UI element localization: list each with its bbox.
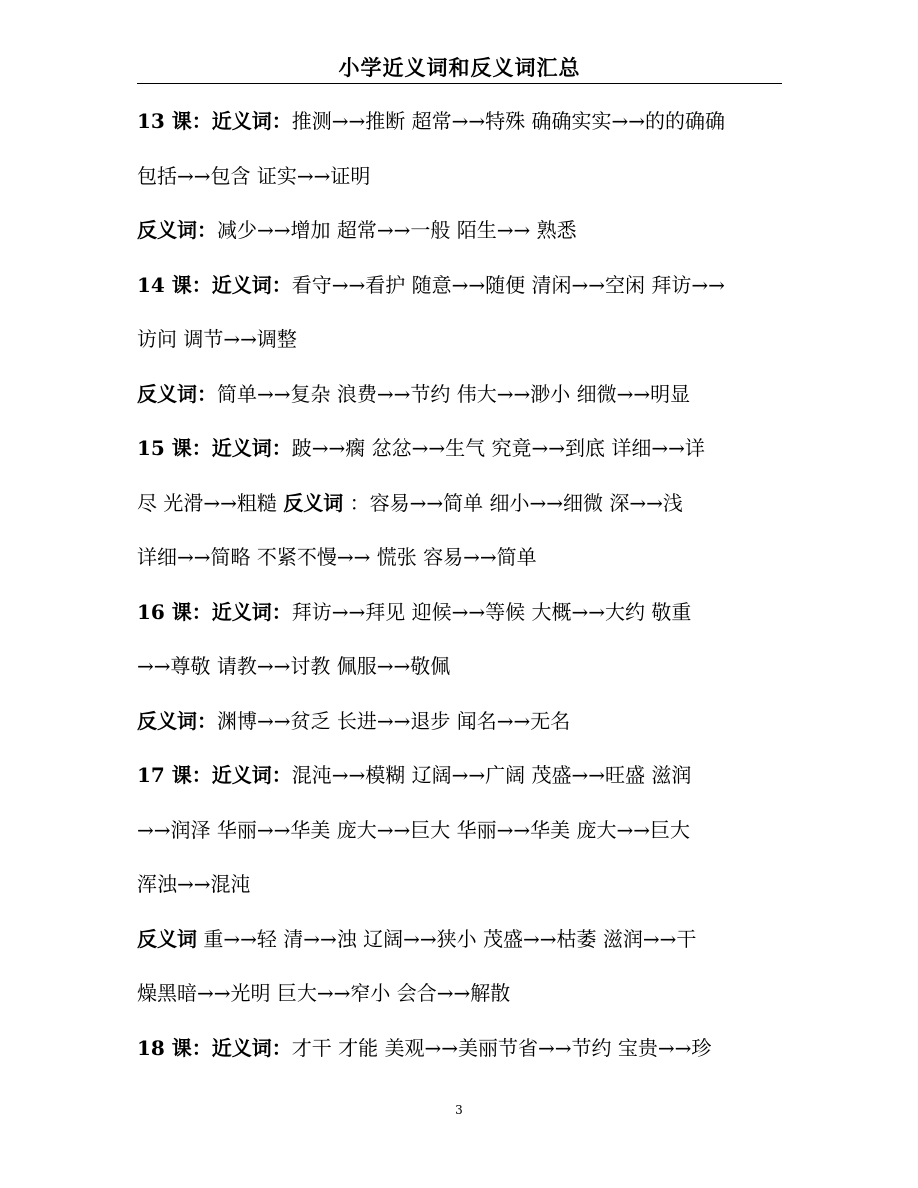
line-label: 14 课：近义词： bbox=[137, 272, 292, 297]
text-line bbox=[137, 211, 785, 266]
text-line bbox=[137, 593, 785, 648]
line-text: 减少→→增加 超常→→一般 陌生→→ 熟悉 bbox=[217, 218, 577, 242]
line-text: ：容易→→简单 细小→→细微 深→→浅 bbox=[343, 490, 683, 515]
text-line bbox=[137, 865, 785, 920]
line-label: 18 课：近义词： bbox=[137, 1035, 292, 1060]
line-label: 17 课：近义词： bbox=[137, 763, 292, 787]
text-line bbox=[137, 484, 785, 539]
line-text: 看守→→看护 随意→→随便 清闲→→空闲 拜访→→ bbox=[291, 272, 725, 297]
line-label: 反义词： bbox=[137, 708, 217, 733]
text-line bbox=[137, 157, 785, 212]
line-label: 反义词： bbox=[137, 381, 217, 406]
line-text: 燥黑暗→→光明 巨大→→窄小 会合→→解散 bbox=[137, 981, 511, 1005]
text-line bbox=[137, 266, 785, 321]
text-line bbox=[137, 538, 785, 593]
header-rule bbox=[137, 83, 782, 84]
line-text: 浑浊→→混沌 bbox=[137, 872, 251, 896]
line-text: 渊博→→贫乏 长进→→退步 闻名→→无名 bbox=[217, 708, 571, 733]
text-line bbox=[137, 647, 785, 702]
line-text: 简单→→复杂 浪费→→节约 伟大→→渺小 细微→→明显 bbox=[217, 381, 691, 406]
text-line bbox=[137, 102, 785, 157]
page-title: 小学近义词和反义词汇总 bbox=[338, 55, 581, 80]
line-text: 才干 才能 美观→→美丽节省→→节约 宝贵→→珍 bbox=[291, 1035, 712, 1060]
line-label: 15 课：近义词： bbox=[137, 436, 292, 460]
line-text: 跛→→瘸 忿忿→→生气 究竟→→到底 详细→→详 bbox=[291, 436, 705, 460]
line-label: 13 课：近义词： bbox=[137, 109, 292, 133]
line-label: 反义词： bbox=[137, 218, 217, 242]
line-text: 尽 光滑→→粗糙 bbox=[137, 490, 284, 515]
line-text: 包括→→包含 证实→→证明 bbox=[137, 163, 371, 188]
document-body bbox=[137, 102, 785, 1083]
text-line bbox=[137, 1029, 785, 1084]
page-number: 3 bbox=[455, 1103, 463, 1117]
text-line bbox=[137, 756, 785, 811]
text-line bbox=[137, 974, 785, 1029]
line-text: 访问 调节→→调整 bbox=[137, 327, 297, 351]
line-text: 混沌→→模糊 辽阔→→广阔 茂盛→→旺盛 滋润 bbox=[291, 763, 692, 787]
text-line bbox=[137, 429, 785, 484]
text-line bbox=[137, 320, 785, 375]
text-line bbox=[137, 375, 785, 430]
line-label: 反义词 bbox=[137, 926, 197, 951]
line-text: 详细→→简略 不紧不慢→→ 慌张 容易→→简单 bbox=[137, 545, 537, 569]
line-text: 推测→→推断 超常→→特殊 确确实实→→的的确确 bbox=[291, 109, 726, 133]
text-line bbox=[137, 811, 785, 866]
text-line bbox=[137, 702, 785, 757]
line-text: →→润泽 华丽→→华美 庞大→→巨大 华丽→→华美 庞大→→巨大 bbox=[137, 817, 691, 842]
line-text: 重→→轻 清→→浊 辽阔→→狭小 茂盛→→枯萎 滋润→→干 bbox=[197, 926, 697, 951]
line-text: →→尊敬 请教→→讨教 佩服→→敬佩 bbox=[137, 654, 451, 678]
line-text: 拜访→→拜见 迎候→→等候 大概→→大约 敬重 bbox=[291, 599, 692, 624]
text-line bbox=[137, 920, 785, 975]
line-label: 16 课：近义词： bbox=[137, 599, 292, 624]
line-label: 反义词 bbox=[283, 490, 344, 515]
